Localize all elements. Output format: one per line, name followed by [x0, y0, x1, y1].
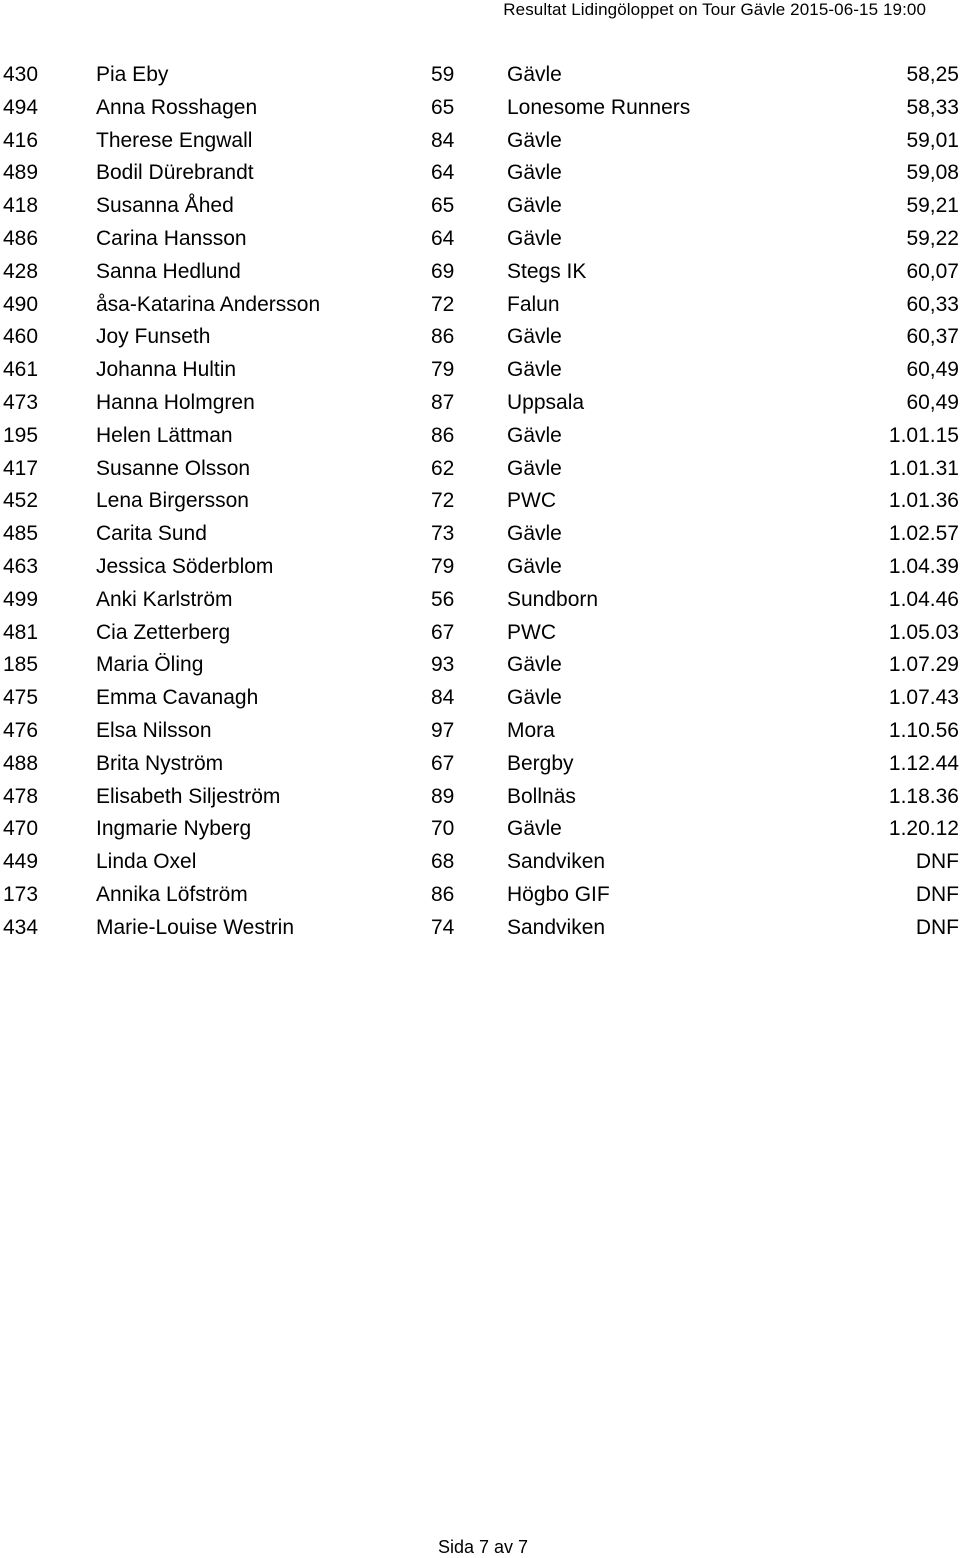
runner-number: 494: [3, 95, 39, 119]
finish-time: 59,08: [906, 161, 959, 185]
birth-year: 86: [431, 325, 455, 349]
runner-name: Susanna Åhed: [96, 194, 234, 218]
club-name: Gävle: [507, 653, 562, 677]
club-name: Gävle: [507, 554, 562, 578]
club-name: Gävle: [507, 686, 562, 710]
table-row: [0, 715, 960, 748]
birth-year: 74: [431, 915, 455, 939]
birth-year: 72: [431, 292, 455, 316]
birth-year: 97: [431, 718, 455, 742]
club-name: Gävle: [507, 226, 562, 250]
table-row: [0, 157, 960, 190]
finish-time: 60,49: [906, 358, 959, 382]
table-row: [0, 584, 960, 617]
runner-number: 418: [3, 194, 39, 218]
table-row: [0, 879, 960, 912]
runner-name: Pia Eby: [96, 63, 169, 86]
runner-number: 488: [3, 751, 39, 775]
club-name: PWC: [507, 489, 556, 513]
birth-year: 65: [431, 194, 455, 218]
finish-time: 1.20.12: [888, 817, 959, 841]
table-row: [0, 781, 960, 814]
runner-name: Lena Birgersson: [96, 489, 249, 513]
birth-year: 87: [431, 390, 455, 414]
page-header: [0, 0, 960, 22]
birth-year: 69: [431, 259, 455, 283]
runner-name: Elisabeth Siljeström: [96, 784, 281, 808]
finish-time: 1.05.03: [888, 620, 959, 644]
table-row: [0, 649, 960, 682]
club-name: Gävle: [507, 128, 562, 152]
table-row: [0, 354, 960, 387]
birth-year: 67: [431, 620, 455, 644]
table-row: [0, 518, 960, 551]
birth-year: 65: [431, 95, 455, 119]
table-row: [0, 617, 960, 650]
runner-name: Ingmarie Nyberg: [96, 817, 252, 841]
table-row: [0, 190, 960, 223]
table-row: [0, 912, 960, 945]
club-name: Gävle: [507, 522, 562, 546]
page-footer: [0, 1536, 960, 1558]
club-name: Sandviken: [507, 850, 606, 874]
page-number: Sida 7 av 7: [437, 1537, 529, 1557]
finish-time: 1.07.43: [888, 686, 959, 710]
runner-name: Marie-Louise Westrin: [96, 915, 295, 939]
results-table: [0, 59, 960, 945]
runner-name: Annika Löfström: [96, 882, 248, 906]
runner-number: 481: [3, 620, 39, 644]
runner-name: Joy Funseth: [96, 325, 211, 349]
club-name: Bollnäs: [507, 784, 576, 808]
runner-number: 485: [3, 522, 39, 546]
finish-time: 1.01.15: [888, 423, 959, 447]
runner-name: Bodil Dürebrandt: [96, 161, 254, 185]
finish-time: 1.01.31: [888, 456, 959, 480]
table-row: [0, 682, 960, 715]
finish-time: 60,07: [906, 259, 959, 283]
table-row: [0, 321, 960, 354]
club-name: Sandviken: [507, 915, 606, 939]
birth-year: 67: [431, 751, 455, 775]
runner-number: 434: [3, 915, 39, 939]
finish-time: DNF: [915, 915, 959, 939]
runner-name: Johanna Hultin: [96, 358, 237, 382]
finish-time: 60,37: [906, 325, 959, 349]
club-name: Gävle: [507, 161, 562, 185]
club-name: Gävle: [507, 63, 562, 86]
birth-year: 79: [431, 358, 455, 382]
runner-number: 430: [3, 63, 39, 86]
club-name: Gävle: [507, 456, 562, 480]
birth-year: 62: [431, 456, 455, 480]
birth-year: 70: [431, 817, 455, 841]
finish-time: 1.18.36: [888, 784, 959, 808]
club-name: Stegs IK: [507, 259, 587, 283]
runner-name: Maria Öling: [96, 653, 204, 677]
runner-number: 460: [3, 325, 39, 349]
runner-name: Linda Oxel: [96, 850, 197, 874]
finish-time: 59,22: [906, 226, 959, 250]
runner-name: Emma Cavanagh: [96, 686, 259, 710]
birth-year: 72: [431, 489, 455, 513]
birth-year: 89: [431, 784, 455, 808]
table-row: [0, 92, 960, 125]
finish-time: 1.10.56: [888, 718, 959, 742]
finish-time: 1.07.29: [888, 653, 959, 677]
club-name: Mora: [507, 718, 555, 742]
runner-number: 173: [3, 882, 39, 906]
birth-year: 64: [431, 161, 455, 185]
runner-number: 486: [3, 226, 39, 250]
table-row: [0, 256, 960, 289]
runner-name: Therese Engwall: [96, 128, 253, 152]
runner-name: Jessica Söderblom: [96, 554, 274, 578]
finish-time: 58,33: [906, 95, 959, 119]
runner-number: 185: [3, 653, 39, 677]
club-name: Högbo GIF: [507, 882, 610, 906]
table-row: [0, 748, 960, 781]
birth-year: 68: [431, 850, 455, 874]
finish-time: 1.01.36: [888, 489, 959, 513]
birth-year: 79: [431, 554, 455, 578]
runner-name: Susanne Olsson: [96, 456, 251, 480]
club-name: Gävle: [507, 325, 562, 349]
club-name: Uppsala: [507, 390, 585, 414]
table-row: [0, 223, 960, 256]
birth-year: 59: [431, 63, 455, 86]
club-name: Gävle: [507, 358, 562, 382]
club-name: PWC: [507, 620, 556, 644]
runner-name: Hanna Holmgren: [96, 390, 255, 414]
runner-number: 417: [3, 456, 39, 480]
runner-name: Carita Sund: [96, 522, 207, 546]
finish-time: 60,49: [906, 390, 959, 414]
club-name: Gävle: [507, 817, 562, 841]
birth-year: 84: [431, 686, 455, 710]
runner-number: 463: [3, 554, 39, 578]
runner-number: 489: [3, 161, 39, 185]
table-row: [0, 813, 960, 846]
table-row: [0, 551, 960, 584]
finish-time: 1.04.46: [888, 587, 959, 611]
table-row: [0, 453, 960, 486]
runner-number: 478: [3, 784, 39, 808]
birth-year: 64: [431, 226, 455, 250]
runner-name: Sanna Hedlund: [96, 259, 241, 283]
club-name: Gävle: [507, 423, 562, 447]
table-row: [0, 387, 960, 420]
runner-number: 499: [3, 587, 39, 611]
runner-number: 428: [3, 259, 39, 283]
table-row: [0, 420, 960, 453]
table-row: [0, 485, 960, 518]
birth-year: 56: [431, 587, 455, 611]
birth-year: 73: [431, 522, 455, 546]
runner-name: Elsa Nilsson: [96, 718, 212, 742]
finish-time: 1.12.44: [888, 751, 959, 775]
runner-number: 470: [3, 817, 39, 841]
club-name: Falun: [507, 292, 560, 316]
club-name: Sundborn: [507, 587, 599, 611]
table-row: [0, 125, 960, 158]
club-name: Gävle: [507, 194, 562, 218]
runner-name: Anna Rosshagen: [96, 95, 258, 119]
club-name: Bergby: [507, 751, 574, 775]
runner-name: Helen Lättman: [96, 423, 233, 447]
runner-number: 195: [3, 423, 39, 447]
runner-number: 473: [3, 390, 39, 414]
runner-name: Brita Nyström: [96, 751, 224, 775]
finish-time: 58,25: [906, 63, 959, 86]
runner-number: 449: [3, 850, 39, 874]
runner-name: Anki Karlström: [96, 587, 233, 611]
runner-number: 476: [3, 718, 39, 742]
runner-number: 416: [3, 128, 39, 152]
finish-time: 59,01: [906, 128, 959, 152]
table-row: [0, 846, 960, 879]
runner-number: 461: [3, 358, 39, 382]
page-title: Resultat Lidingöloppet on Tour Gävle 2015-06-15 19:00: [503, 0, 926, 19]
finish-time: 1.02.57: [888, 522, 959, 546]
birth-year: 84: [431, 128, 455, 152]
runner-name: åsa-Katarina Andersson: [96, 292, 321, 316]
runner-name: Cia Zetterberg: [96, 620, 231, 644]
runner-number: 475: [3, 686, 39, 710]
birth-year: 93: [431, 653, 455, 677]
runner-number: 452: [3, 489, 39, 513]
club-name: Lonesome Runners: [507, 95, 691, 119]
birth-year: 86: [431, 423, 455, 447]
runner-number: 490: [3, 292, 39, 316]
birth-year: 86: [431, 882, 455, 906]
finish-time: DNF: [915, 850, 959, 874]
table-row: [0, 289, 960, 322]
finish-time: 60,33: [906, 292, 959, 316]
finish-time: 1.04.39: [888, 554, 959, 578]
runner-name: Carina Hansson: [96, 226, 247, 250]
finish-time: 59,21: [906, 194, 959, 218]
table-row: [0, 59, 960, 92]
finish-time: DNF: [915, 882, 959, 906]
